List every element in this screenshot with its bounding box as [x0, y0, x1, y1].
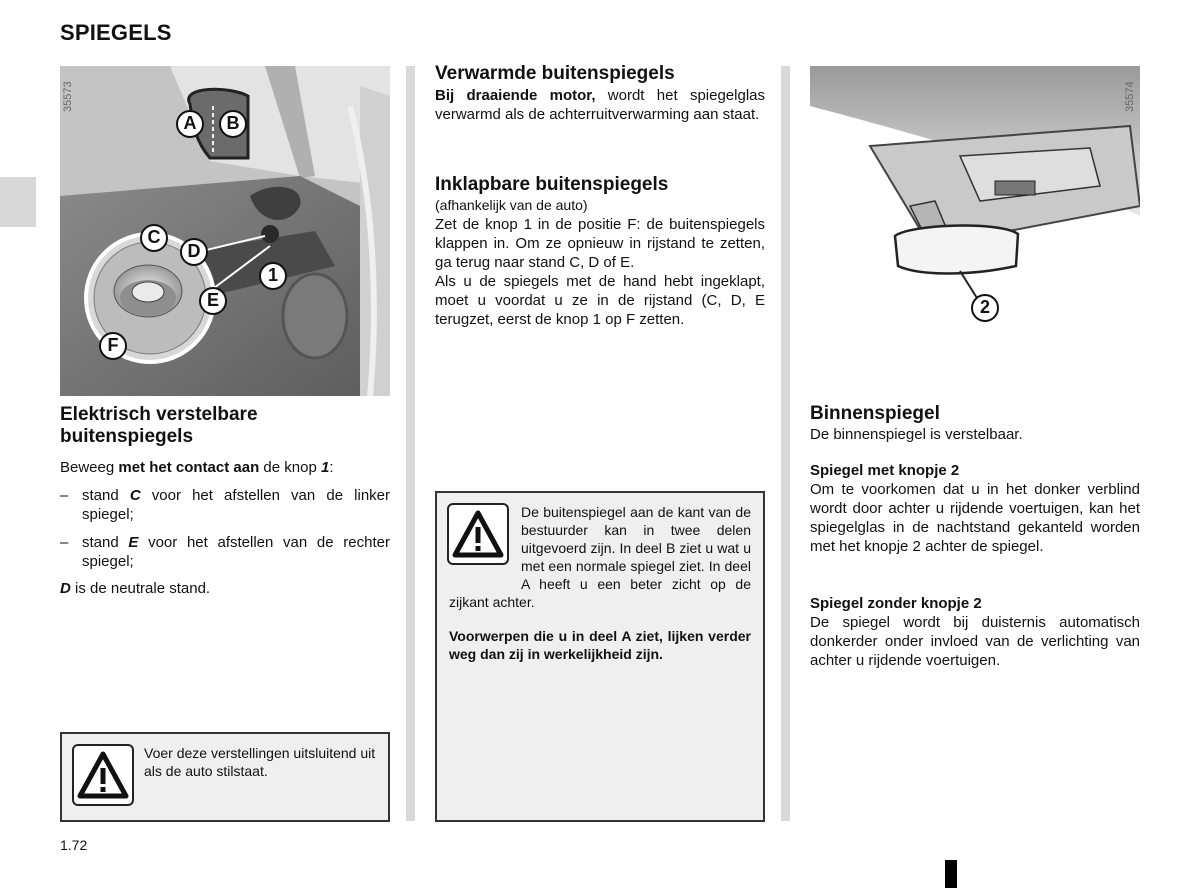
- warning-triangle-icon: [72, 744, 134, 806]
- figure-ref-left: 35573: [62, 81, 74, 112]
- figure-ref-right: 35574: [1124, 81, 1136, 112]
- col2-folding-text: Zet de knop 1 in de positie F: de buitenspiegels klappen in. Om ze opnieuw in rijstand te zetten, ga terug naar stand C, D of E.: [435, 216, 765, 271]
- col1-neutral: D is de neutrale stand.: [60, 580, 211, 597]
- label-a: A: [183, 113, 197, 133]
- warning-box-mirror-parts: [435, 491, 765, 822]
- col2-heading-folding: Inklapbare buitenspiegels: [435, 174, 669, 195]
- col3-sub1: Spiegel met knopje 2: [810, 462, 960, 479]
- warning-box-stationary: [60, 732, 390, 822]
- col2-folding-manual: Als u de spiegels met de hand hebt ingeklapt, moet u voordat u ze in de rijstand (C, D, E terugzet, eerst de knop 1 op F zetten.: [435, 273, 765, 328]
- page-number: 1.72: [60, 837, 88, 853]
- warning-text-parts: De buitenspiegel aan de kant van de bestuurder kan in twee delen uitgevoerd zijn. In deel B ziet u wat u met een normale spiegel ziet. In deel A heeft u een beter zicht op de zijkant achter.: [449, 504, 751, 610]
- col2-folding-sub: (afhankelijk van de auto): [435, 197, 588, 213]
- col1-list: [60, 486, 390, 571]
- col2-heading-heated: Verwarmde buitenspiegels: [435, 63, 675, 84]
- col3-p1: Om te voorkomen dat u in het donker verblind wordt door achter u rijdende voertuigen, kan het spiegelglas in de nachtstand gekanteld worden met het knopje 2 achter de spiegel.: [810, 481, 1140, 555]
- col3-intro: De binnenspiegel is verstelbaar.: [810, 426, 1023, 443]
- list-item: – stand E voor het afstellen van de rechter spiegel;: [60, 534, 390, 570]
- label-2: 2: [979, 297, 990, 317]
- label-1: 1: [267, 265, 278, 285]
- interior-mirror-figure: [810, 66, 1140, 396]
- page-edge-marker: [945, 860, 957, 888]
- label-c: C: [147, 227, 161, 247]
- warning-text-stationary: Voer deze verstellingen uitsluitend uit als de auto stilstaat.: [144, 745, 376, 779]
- label-d: D: [187, 241, 201, 261]
- column-divider-1: [406, 66, 415, 821]
- col2-heated-text: Bij draaiende motor, wordt het spiegelglas verwarmd als de achterruitverwarming aan staat.: [435, 87, 765, 123]
- col3-sub2: Spiegel zonder knopje 2: [810, 595, 982, 612]
- section-tab: [0, 177, 36, 227]
- col3-p2: De spiegel wordt bij duisternis automatisch donkerder onder invloed van de verlichting van achter u rijdende voertuigen.: [810, 614, 1140, 669]
- list-item: – stand C voor het afstellen van de linker spiegel;: [60, 487, 390, 523]
- page-title: SPIEGELS: [60, 20, 172, 45]
- col1-intro: Beweeg met het contact aan de knop 1:: [60, 459, 334, 476]
- label-e: E: [206, 290, 219, 310]
- warning-text-distance: Voorwerpen die u in deel A ziet, lijken verder weg dan zij in werkelijkheid zijn.: [449, 628, 751, 662]
- col1-heading: Elektrisch verstelbare buitenspiegels: [60, 404, 258, 447]
- column-divider-2: [781, 66, 790, 821]
- col3-heading: Binnenspiegel: [810, 403, 940, 424]
- label-b: B: [226, 113, 240, 133]
- label-f: F: [107, 335, 119, 355]
